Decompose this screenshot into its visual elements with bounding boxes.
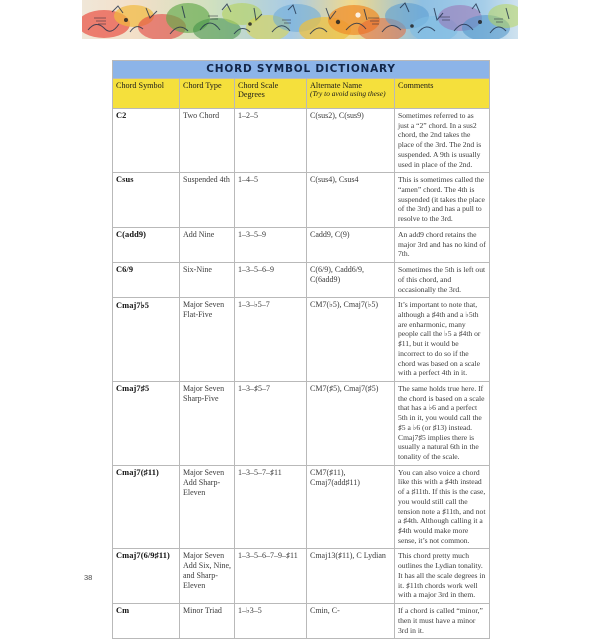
cell-scale-degrees: 1–3–5–9 bbox=[235, 227, 307, 262]
cell-scale-degrees: 1–3–♯5–7 bbox=[235, 381, 307, 465]
table-header-row bbox=[113, 79, 490, 109]
cell-alternate-name: C(6/9), Cadd6/9, C(6add9) bbox=[307, 263, 395, 298]
cell-chord-type: Major Seven Flat-Five bbox=[180, 298, 235, 382]
decorative-banner-illustration bbox=[82, 0, 518, 42]
cell-chord-type: Six-Nine bbox=[180, 263, 235, 298]
cell-chord-symbol: C6/9 bbox=[113, 263, 180, 298]
cell-chord-type: Suspended 4th bbox=[180, 173, 235, 228]
table-row bbox=[113, 263, 490, 298]
cell-chord-type: Major Seven Add Six, Nine, and Sharp-Eleven bbox=[180, 549, 235, 604]
comment-paragraph: It’s important to note that, although a ♯4th and a ♭5th are enharmonic, many people call the ♭5 a ♯4th or ♯11, but it would be incorrect to do so if the chord was based on a scale with a perfect 4th in it. bbox=[398, 300, 481, 378]
comment-paragraph: Sometimes the 5th is left out of this chord, and occasionally the 3rd. bbox=[398, 265, 486, 294]
column-header-chord-type bbox=[180, 79, 235, 109]
cell-chord-symbol: Cmaj7♭5 bbox=[113, 298, 180, 382]
col-head-line1: Chord Scale bbox=[238, 81, 279, 90]
table-row bbox=[113, 298, 490, 382]
cell-scale-degrees: 1–4–5 bbox=[235, 173, 307, 228]
page-number: 38 bbox=[84, 573, 93, 582]
table-body bbox=[113, 109, 490, 639]
cell-comments bbox=[395, 227, 490, 262]
cell-chord-type: Major Seven Add Sharp-Eleven bbox=[180, 465, 235, 549]
comment-paragraph: You can also voice a chord like this with a ♯4th instead of a ♯11th. If this is the case, you would still call the tension note a ♯11th, and not a ♯4th. Although calling it a ♯4th would make more sense, it’s not common. bbox=[398, 467, 486, 545]
cell-chord-type: Major Seven Sharp-Five bbox=[180, 381, 235, 465]
cell-comments bbox=[395, 604, 490, 639]
banner-artwork bbox=[82, 0, 518, 42]
cell-chord-symbol: Cm bbox=[113, 604, 180, 639]
cell-chord-type: Minor Triad bbox=[180, 604, 235, 639]
cell-scale-degrees: 1–3–♭5–7 bbox=[235, 298, 307, 382]
comment-paragraph: The same holds true here. If the chord is based on a scale that has a ♭6 and a perfect 5th in it, you would call the ♯5 a ♭6 (or ♯13) instead. Cmaj7♯5 implies there is usually a natural 6th in the tonality of the scale. bbox=[398, 383, 485, 461]
cell-scale-degrees: 1–2–5 bbox=[235, 109, 307, 173]
cell-alternate-name: Cmaj13(♯11), C Lydian bbox=[307, 549, 395, 604]
cell-chord-symbol: C(add9) bbox=[113, 227, 180, 262]
col-head-line2: Comments bbox=[398, 81, 434, 90]
cell-alternate-name: CM7(♭5), Cmaj7(♭5) bbox=[307, 298, 395, 382]
table-row bbox=[113, 173, 490, 228]
cell-alternate-name: CM7(♯11), Cmaj7(add♯11) bbox=[307, 465, 395, 549]
cell-scale-degrees: 1–♭3–5 bbox=[235, 604, 307, 639]
cell-chord-symbol: Cmaj7(6/9♯11) bbox=[113, 549, 180, 604]
cell-comments bbox=[395, 549, 490, 604]
cell-alternate-name: C(sus4), Csus4 bbox=[307, 173, 395, 228]
cell-chord-type: Add Nine bbox=[180, 227, 235, 262]
cell-scale-degrees: 1–3–5–7–♯11 bbox=[235, 465, 307, 549]
comment-paragraph: If a chord is called “minor,” then it must have a minor 3rd in it. bbox=[398, 606, 483, 635]
col-head-line2: Chord Symbol bbox=[116, 81, 164, 90]
column-header-chord-symbol bbox=[113, 79, 180, 109]
chord-table bbox=[112, 60, 490, 639]
cell-chord-symbol: Cmaj7(♯11) bbox=[113, 465, 180, 549]
col-head-line2: Chord Type bbox=[183, 81, 222, 90]
comment-paragraph: This is sometimes called the “amen” chord. The 4th is suspended (it takes the place of the 3rd) and has a pull to resolve to the 3rd. bbox=[398, 175, 485, 224]
col-head-line2: Degrees bbox=[238, 90, 265, 100]
table-title-row bbox=[113, 61, 490, 79]
cell-alternate-name: Cadd9, C(9) bbox=[307, 227, 395, 262]
cell-comments bbox=[395, 298, 490, 382]
comment-paragraph: Sometimes referred to as just a “2” chord. In a sus2 chord, the 2nd takes the place of the 3rd. The 2nd is suspended. A 9th is usually used in place of the 2nd. bbox=[398, 111, 482, 169]
cell-comments bbox=[395, 173, 490, 228]
cell-comments bbox=[395, 263, 490, 298]
cell-scale-degrees: 1–3–5–6–7–9–♯11 bbox=[235, 549, 307, 604]
col-head-subnote: (Try to avoid using these) bbox=[310, 89, 386, 99]
table-row bbox=[113, 381, 490, 465]
cell-alternate-name: C(sus2), C(sus9) bbox=[307, 109, 395, 173]
table-title: CHORD SYMBOL DICTIONARY bbox=[113, 61, 490, 79]
cell-chord-symbol: C2 bbox=[113, 109, 180, 173]
col-head-line1: Alternate Name bbox=[310, 81, 363, 90]
table-row bbox=[113, 549, 490, 604]
table-row bbox=[113, 109, 490, 173]
cell-scale-degrees: 1–3–5–6–9 bbox=[235, 263, 307, 298]
table-row bbox=[113, 227, 490, 262]
cell-alternate-name: CM7(♯5), Cmaj7(♯5) bbox=[307, 381, 395, 465]
column-header-comments bbox=[395, 79, 490, 109]
comment-paragraph: This chord pretty much outlines the Lydian tonality. It has all the scale degrees in it. ♯11th chords work well with a major 3rd in them. bbox=[398, 551, 486, 600]
cell-chord-symbol: Cmaj7♯5 bbox=[113, 381, 180, 465]
cell-chord-type: Two Chord bbox=[180, 109, 235, 173]
cell-comments bbox=[395, 381, 490, 465]
comment-paragraph: An add9 chord retains the major 3rd and has no kind of 7th. bbox=[398, 229, 486, 259]
cell-comments bbox=[395, 109, 490, 173]
cell-comments bbox=[395, 465, 490, 549]
chord-symbol-dictionary-table bbox=[112, 60, 489, 639]
cell-alternate-name: Cmin, C- bbox=[307, 604, 395, 639]
column-header-chord-scale-degrees bbox=[235, 79, 307, 109]
table-row bbox=[113, 604, 490, 639]
column-header-alternate-name bbox=[307, 79, 395, 109]
table-row bbox=[113, 465, 490, 549]
cell-chord-symbol: Csus bbox=[113, 173, 180, 228]
